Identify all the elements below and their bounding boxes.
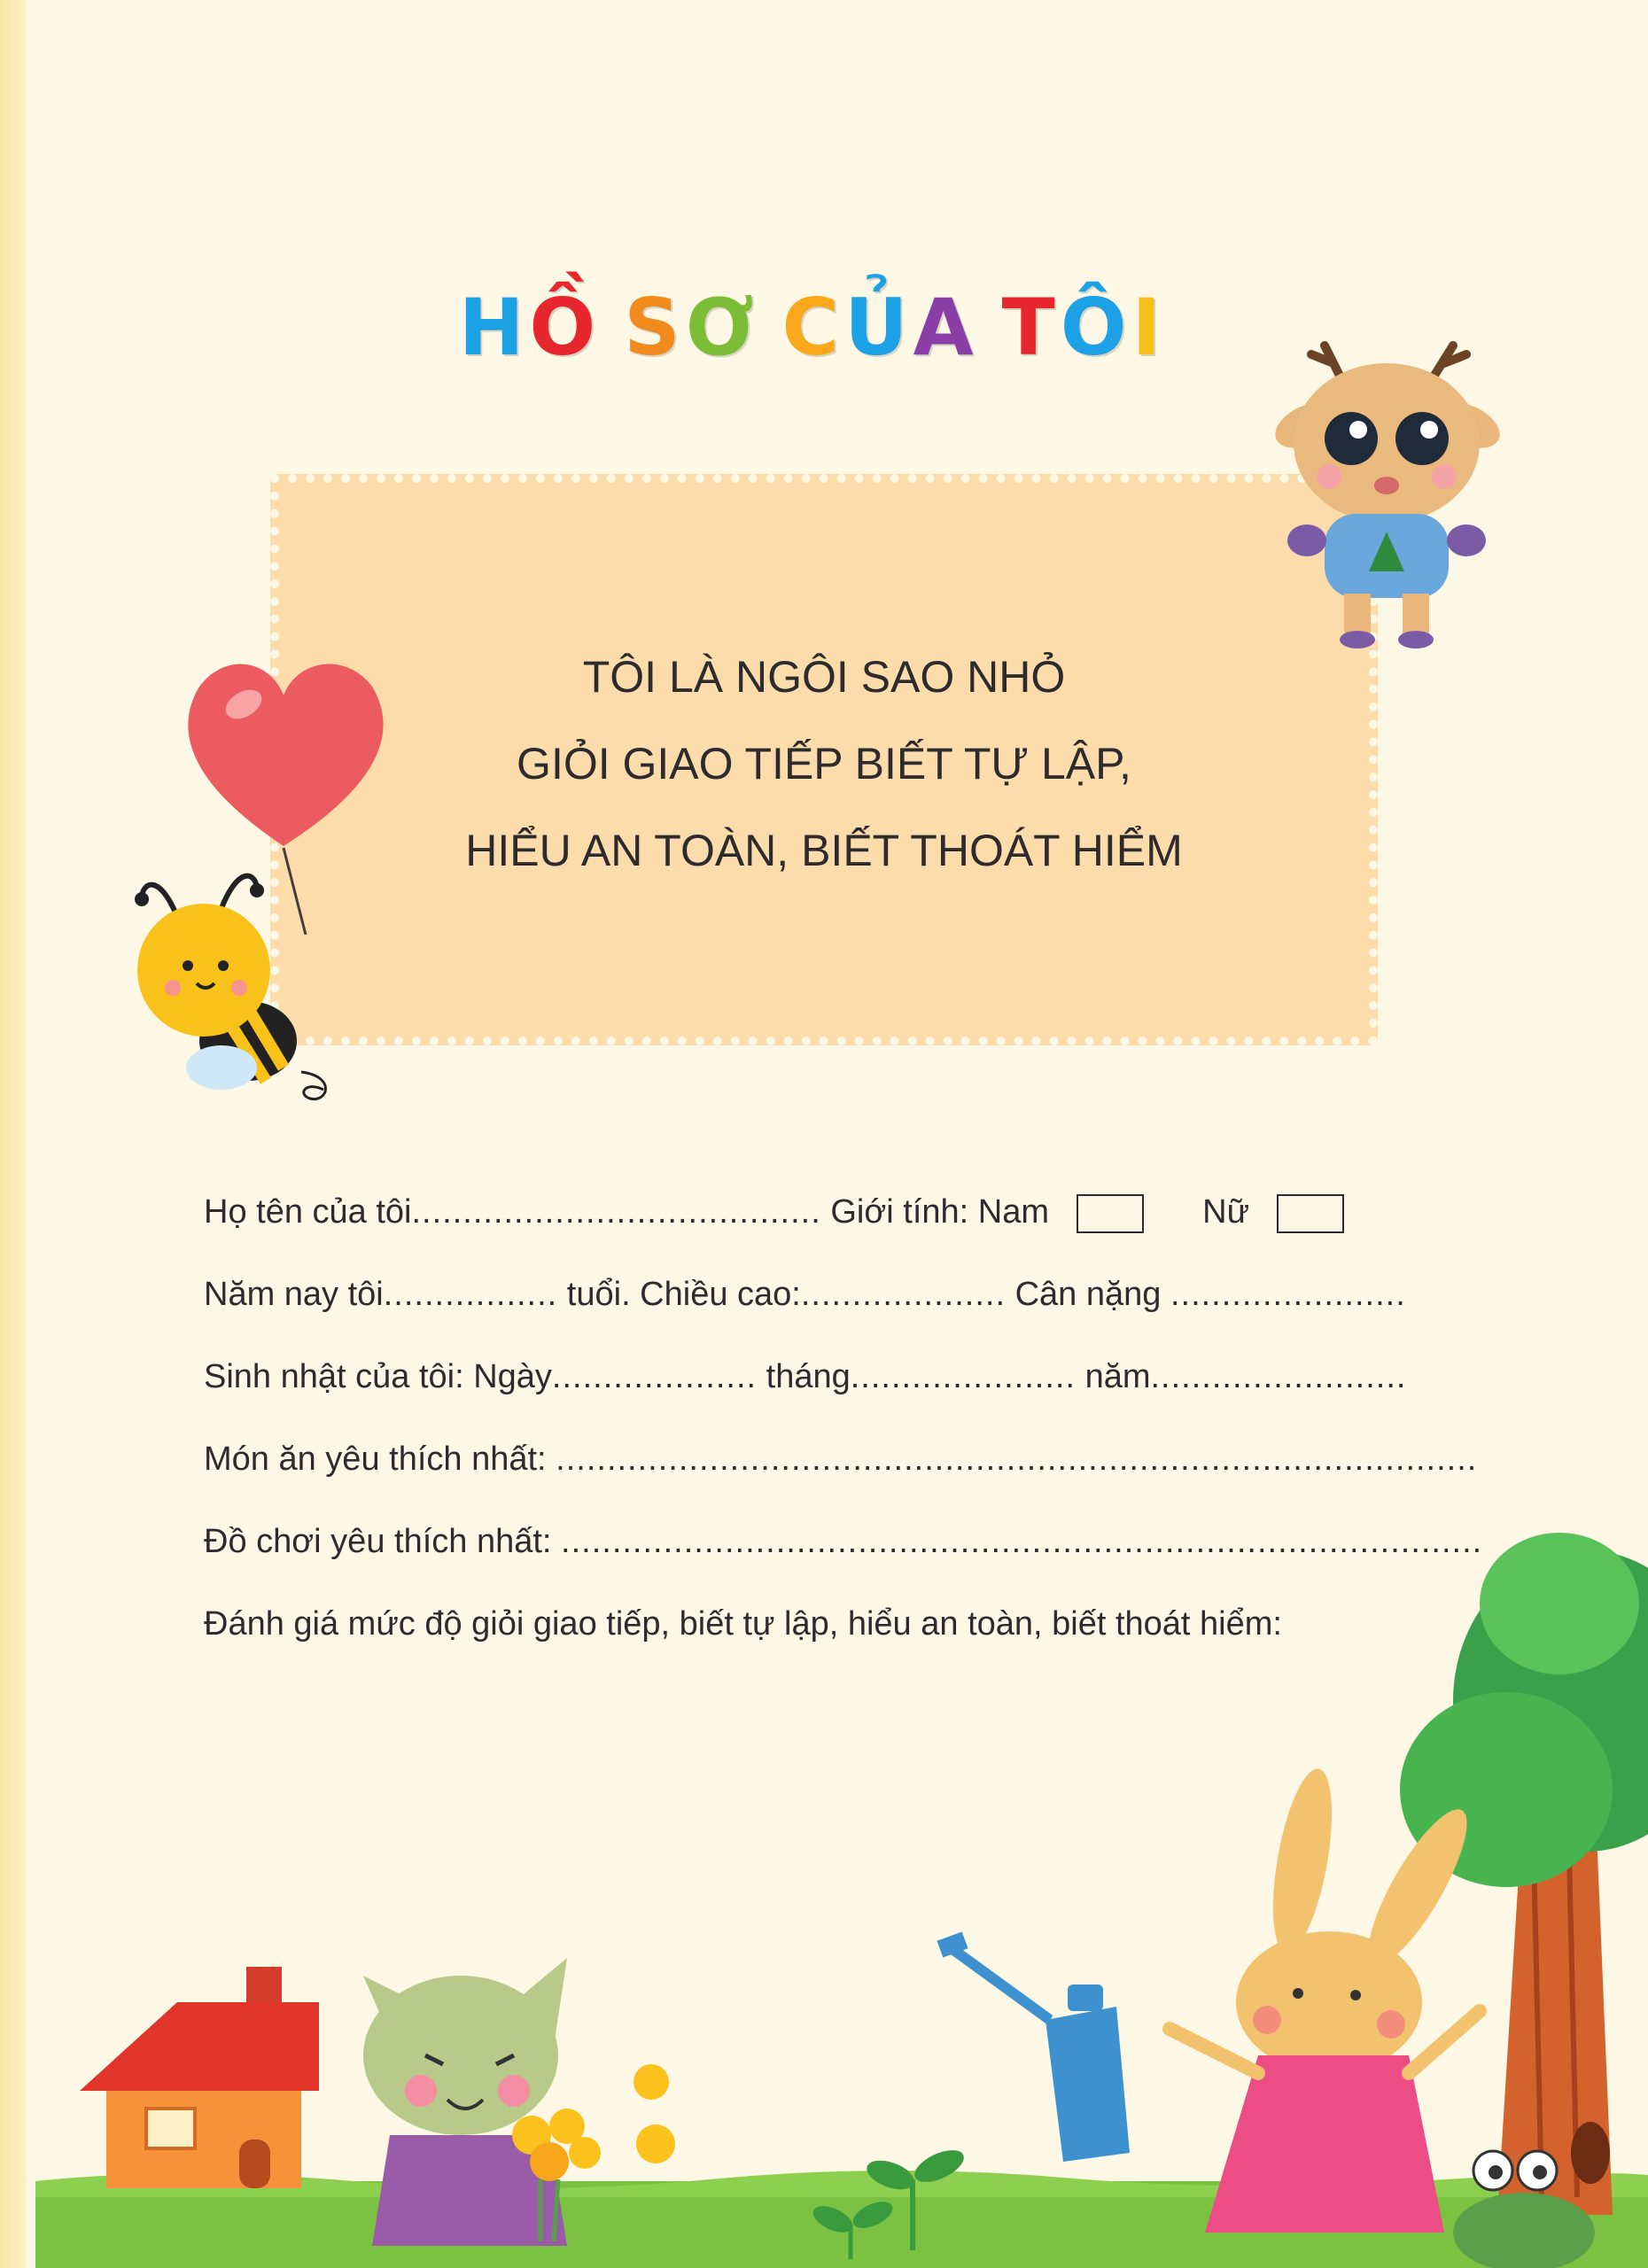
title-letter: Ủ [844, 282, 913, 373]
month-label: tháng [766, 1358, 851, 1395]
birthday-row [204, 1358, 1406, 1396]
title-word [1002, 282, 1167, 373]
month-field[interactable]: ...................... [850, 1358, 1077, 1395]
name-label: Họ tên của tôi [204, 1193, 412, 1231]
birthday-label: Sinh nhật của tôi: Ngày [204, 1358, 552, 1395]
bee-icon [124, 855, 354, 1112]
food-row [204, 1441, 1477, 1479]
year-label: năm [1084, 1358, 1151, 1395]
garden-scene [0, 1524, 1648, 2268]
female-checkbox[interactable] [1277, 1194, 1344, 1233]
motto-line-2: GIỎI GIAO TIẾP BIẾT TỰ LẬP, [517, 739, 1131, 788]
age-row [204, 1276, 1406, 1314]
title-letter: I [1131, 282, 1167, 373]
year-field[interactable]: ......................... [1150, 1358, 1407, 1395]
motto-line-1: TÔI LÀ NGÔI SAO NHỎ [582, 652, 1066, 702]
cat-icon [363, 1958, 567, 2246]
title-letter: Ô [1060, 282, 1132, 373]
evaluation-label: Đánh giá mức độ giỏi giao tiếp, biết tự lập, hiểu an toàn, biết thoát hiểm: [204, 1605, 1282, 1643]
age-label: Năm nay tôi [204, 1276, 384, 1313]
height-field[interactable]: .................... [800, 1276, 1007, 1313]
toy-label: Đồ chơi yêu thích nhất: [204, 1523, 552, 1560]
title-letter: C [781, 282, 845, 373]
name-field[interactable]: ........................................ [411, 1193, 821, 1231]
weight-label: Cân nặng [1014, 1276, 1162, 1313]
title-letter: S [624, 282, 686, 373]
food-field[interactable]: .......................................................................................... [556, 1441, 1478, 1478]
title-word [624, 282, 758, 373]
title-letter: Ồ [529, 282, 602, 373]
title-word [781, 282, 978, 373]
title-letter: H [458, 282, 530, 373]
deer-icon [1263, 328, 1511, 651]
height-label: tuổi. Chiều cao: [566, 1276, 801, 1313]
title-letter: T [1001, 282, 1061, 373]
motto-box [270, 474, 1378, 1045]
watering-can-icon [937, 1931, 1130, 2162]
male-checkbox[interactable] [1077, 1194, 1144, 1233]
rabbit-icon [1170, 1765, 1483, 2233]
name-row [204, 1193, 1344, 1233]
gender-label: Giới tính: Nam [830, 1193, 1050, 1231]
toy-field[interactable]: .......................................................................................... [561, 1523, 1483, 1560]
food-label: Món ăn yêu thích nhất: [204, 1441, 547, 1478]
title-letter: Ơ [685, 282, 759, 373]
title-word [459, 282, 601, 373]
day-field[interactable]: .................... [551, 1358, 758, 1395]
weight-field[interactable]: ....................... [1170, 1276, 1406, 1313]
motto-line-3: HIỂU AN TOÀN, BIẾT THOÁT HIỂM [465, 826, 1183, 875]
female-label: Nữ [1202, 1193, 1250, 1231]
house-icon [80, 1967, 319, 2188]
age-field[interactable]: ................. [383, 1276, 558, 1313]
title-letter: A [913, 282, 979, 373]
